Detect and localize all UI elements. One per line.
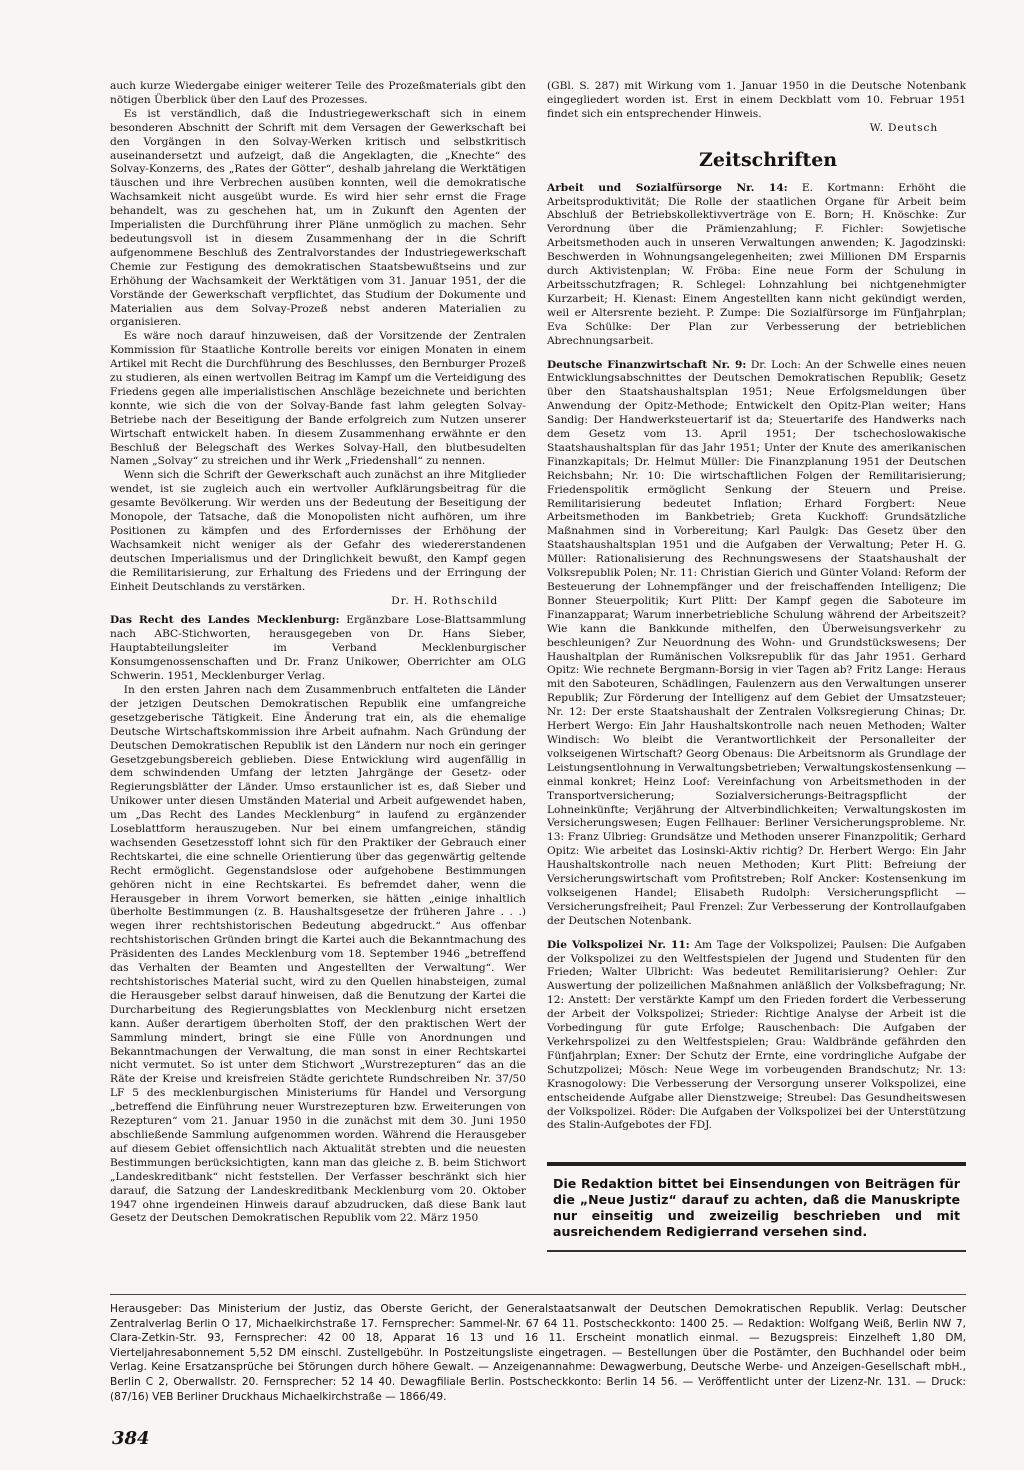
book-details: Ergänzbare Lose-Blattsammlung nach ABC-Stichworten, herausgegeben von Dr. Hans Sieber, Hauptabteilungsleiter im Verband Mecklenburgischer Konsumgenossenschaften und Dr. Franz Unikower, Oberrichter am OLG Schwerin. 1951, Mecklenburger Verlag. [110, 614, 526, 683]
author-signature: Dr. H. Rothschild [391, 594, 498, 607]
section-heading: Zeitschriften [699, 148, 838, 171]
author-signature: W. Deutsch [869, 121, 938, 134]
left-column [110, 80, 526, 1295]
journal-contents: E. Kortmann: Erhöht die Arbeitsproduktivität; Die Rolle der staatlichen Organe für Arbeit beim Abschluß der Betriebskollektivverträge von E. Born; H. Knöschke: Zur Verordnung über die Prämienzahlung; F. Fichler: Sowjetische Arbeitsmethoden auch in unseren Verwaltungen anwenden; K. Jagodzinski: Beschwerden in Wohnungsangelegenheiten; zwei Millionen DM Ersparnis durch Aktivistenplan; W. Fröba: Eine neue Form der Schulung in Arbeitsschutzfragen; R. Schlegel: Lohnzahlung bei nichtgenehmigter Kurzarbeit; H. Kienast: Einem Angestellten kann nicht gekündigt werden, weil er Altersrente bezieht. P. Zumpe: Die Sozialfürsorge im Fünfjahrplan; Eva Schülke: Der Plan zur Verbesserung der betrieblichen Abrechnungsarbeit. [547, 181, 966, 347]
right-column [547, 80, 966, 1145]
journal-title: Arbeit und Sozialfürsorge Nr. 14: [547, 181, 788, 194]
journal-title: Die Volkspolizei Nr. 11: [547, 938, 690, 951]
paragraph-continuation: (GBl. S. 287) mit Wirkung vom 1. Januar 1950 in die Deutsche Notenbank eingegliedert worden ist. Erst in einem Deckblatt vom 10. Februar 1951 findet sich ein entsprechender Hinweis. [547, 80, 966, 120]
paragraph: Es ist verständlich, daß die Industriegewerkschaft sich in einem besonderen Abschnitt der Schrift mit dem Versagen der Gewerkschaft bei den Vorgängen in den Solvay-Werken kritisch und selbstkritisch auseinandersetzt und aufzeigt, daß die Angeklagten, die „Knechte“ des Solvay-Konzerns, des „Rates der Götter“, deshalb jahrelang die Werktätigen täuschen und ihre Verbrechen ausüben konnten, weil die demokratische Wachsamkeit nicht ausgeübt wurde. Es wird hier sehr ernst die Frage behandelt, was zu geschehen hat, um in Zukunft den Agenten der Imperialisten die Durchführung ihrer Pläne unmöglich zu machen. Sehr bedeutungsvoll ist in diesem Zusammenhang der in die Schrift aufgenommene Beschluß des Zentralvorstandes der Industriegewerkschaft Chemie zur Festigung des demokratischen Staatsbewußtseins und zur Erhöhung der Wachsamkeit der Werktätigen vom 31. Januar 1951, der die Vorstände der Gewerkschaft verpflichtet, das Studium der Dokumente und Materialien aus dem Solvay-Prozeß nebst anderen Materialien zu organisieren. [110, 107, 526, 329]
imprint: Herausgeber: Das Ministerium der Justiz, das Oberste Gericht, der Generalstaatsanwalt der Deutschen Demokratischen Republik. Verlag: Deutscher Zentralverlag Berlin O 17, Michaelkirchstraße 17. Fernsprecher: Sammel-Nr. 67 64 11. Postscheckkonto: 1400 25. — Redaktion: Wolfgang Weiß, Berlin NW 7, Clara-Zetkin-Str. 93, Fernsprecher: 42 00 18, Apparat 16 13 und 16 11. Erscheint monatlich einmal. — Bezugspreis: Einzelheft 1,80 DM, Vierteljahresabonnement 5,52 DM einschl. Zustellgebühr. In Postzeitungsliste eingetragen. — Bestellungen über die Postämter, den Buchhandel oder beim Verlag. Keine Ersatzansprüche bei Störungen durch höhere Gewalt. — Anzeigenannahme: Dewagwerbung, Deutsche Werbe- und Anzeigen-Gesellschaft mbH., Berlin C 2, Oberwallstr. 20. Fernsprecher: 52 14 40. Dewagfiliale Berlin. Postscheckkonto: Berlin 14 56. — Veröffentlicht unter der Lizenz-Nr. 131. — Druck: (87/16) VEB Berliner Druckhaus Michaelkirchstraße — 1866/49. [110, 1303, 966, 1403]
book-title: Das Recht des Landes Mecklenburg: [110, 614, 340, 627]
page-number: 384 [112, 1428, 150, 1449]
paragraph-continuation: auch kurze Wiedergabe einiger weiterer Teile des Prozeßmaterials gibt den nötigen Überblick über den Lauf des Prozesses. [110, 80, 526, 106]
journal-entry [547, 359, 966, 929]
paragraph: Wenn sich die Schrift der Gewerkschaft auch zunächst an ihre Mitglieder wendet, ist sie zugleich auch ein wertvoller Aufklärungsbeitrag für die gesamte Bevölkerung. Wir werden uns der Bedeutung der Beseitigung der Monopole, der Tatsache, daß die Monopolisten nicht aufhören, um ihre Positionen zu kämpfen und des Erfordernisses der Erhöhung der Wachsamkeit nicht weniger als der Gefahr des wiedererstandenen deutschen Imperialismus und der Dringlichkeit bewußt, den Kampf gegen die Remilitarisierung, zur Erhaltung des Friedens und der Erringung der Einheit Deutschlands zu verstärken. [110, 469, 526, 593]
editorial-notice: Die Redaktion bittet bei Einsendungen von Beiträgen für die „Neue Justiz“ darauf zu achten, daß die Manuskripte nur einseitig und zweizeilig beschrieben und mit ausreichendem Redigierrand versehen sind. [547, 1162, 966, 1252]
journal-title: Deutsche Finanzwirtschaft Nr. 9: [547, 358, 747, 371]
journal-entry [547, 182, 966, 349]
book-review-header [110, 614, 526, 684]
journal-entry [547, 939, 966, 1134]
journal-contents: Am Tage der Volkspolizei; Paulsen: Die Aufgaben der Volkspolizei zu den Weltfestspielen der Jugend und Studenten für den Frieden; Walter Ulbricht: Was bedeutet Remilitarisierung? Oehler: Zur Auswertung der polizeilichen Maßnahmen anläßlich der Volksbefragung; Nr. 12: Anstett: Der verstärkte Kampf um den Frieden fordert die Verbesserung der Arbeit der Volkspolizei; Strieder: Richtige Analyse der Arbeit ist die Vorbedingung für gute Erfolge; Rauschenbach: Die Aufgaben der Verkehrspolizei zu den Weltfestspielen; Grau: Waldbrände gefährden den Fünfjahrplan; Exner: Der Schutz der Ernte, eine vordringliche Aufgabe der Schutzpolizei; Mösch: Neue Wege im vorbeugenden Brandschutz; Nr. 13: Krasnogolowy: Die Verbesserung der Versorgung unserer Volkspolizei, eine entscheidende Aufgabe aller Dienstzweige; Streubel: Das Gesundheitswesen der Volkspolizei. Röder: Die Aufgaben der Volkspolizei bei der Unterstützung des Stalin-Aufgebotes der FDJ. [547, 938, 966, 1132]
journal-contents: Dr. Loch: An der Schwelle eines neuen Entwicklungsabschnittes der Deutschen Demokratischen Republik; Gesetz über den Staatshaushaltsplan 1951; Neue Erfolgsmeldungen über Anwendung der Opitz-Methode; Entwickelt den Opitz-Plan weiter; Hans Sandig: Der Handwerksteuertarif ist da; Steuertarife des Handwerks nach dem Gesetz vom 13. April 1951; Der tschechoslowakische Staatshaushaltsplan für das Jahr 1951; Unter der Knute des amerikanischen Finanzkapitals; Dr. Helmut Müller: Die Finanzplanung 1951 der Deutschen Reichsbahn; Nr. 10: Die wirtschaftlichen Folgen der Remilitarisierung; Friedenspolitik ermöglicht Senkung der Steuern und Preise. Remilitarisierung bedeutet Inflation; Erhard Forgbert: Neue Arbeitsmethoden im Bankbetrieb; Greta Kuckhoff: Grundsätzliche Maßnahmen sind in Vorbereitung; Karl Paulgk: Das Gesetz über den Staatshaushaltsplan 1951 und die Aufgaben der Verwaltung; Peter H. G. Müller: Rationalisierung des Rechnungswesens der Staatshaushalt der Volksrepublik Polen; Nr. 11: Christian Gierich und Günter Voland: Reform der Besteuerung der Lohnempfänger und der freischaffenden Intelligenz; Die Bonner Steuerpolitik; Kurt Plitt: Der Kampf gegen die Saboteure im Finanzapparat; Warum innerbetriebliche Schulung während der Arbeitszeit? Wie kann die Bankkunde mithelfen, den Überweisungsverkehr zu beschleunigen? Zur Neuordnung des Wohn- und Grundstückswesens; Der Haushaltplan der Rumänischen Volksrepublik für das Jahr 1951. Gerhard Opitz: Wie rechnete Bergmann-Borsig in vier Tagen ab? Fritz Lange: Heraus mit den Saboteuren, Schädlingen, Faulenzern aus den Verwaltungen unserer Republik; Zur Förderung der Intelligenz auf dem Gebiet der Umsatzsteuer; Nr. 12: Der erste Staatshaushalt der Zentralen Volksregierung Chinas; Dr. Herbert Wergo: Ein Jahr Haushaltskontrolle nach neuen Methoden; Walter Windisch: Wo bleibt die Verantwortlichkeit der Personalleiter der volkseigenen Wirtschaft? Georg Obenaus: Die Arbeitsnorm als Grundlage der Leistungsentlohnung in Verwaltungsbetrieben; Verwaltungskostensenkung — einmal konkret; Heinz Loof: Vereinfachung von Arbeitsmethoden in der Transportversicherung; Sozialversicherungs-Beitragspflicht der Lohneinkünfte; Verjährung der Altverbindlichkeiten; Verwaltungskosten im Versicherungswesen; Eugen Fellhauer: Berliner Versicherungsprobleme. Nr. 13: Franz Ulbrieg: Grundsätze und Methoden unserer Finanzpolitik; Gerhard Opitz: Wie arbeitet das Losinski-Aktiv richtig? Dr. Herbert Wergo: Ein Jahr Haushaltskontrolle nach neuen Methoden; Kurt Plitt: Befreiung der Versicherungswirtschaft vom Profitstreben; Rolf Ancker: Kostensenkung im volkseigenen Handel; Elisabeth Rudolph: Versicherungspflicht — Versicherungsfreiheit; Paul Frenzel: Zur Verbesserung der Kontrollaufgaben der Deutschen Notenbank. [547, 358, 966, 927]
paragraph: Es wäre noch darauf hinzuweisen, daß der Vorsitzende der Zentralen Kommission für Staatliche Kontrolle bereits vor einigen Monaten in einem Artikel mit Recht die Durchführung des Beschlusses, den Bernburger Prozeß zu studieren, als einen wertvollen Beitrag im Kampf um die Verteidigung des Friedens gegen alle imperialistischen Anschläge bezeichnete und berichten konnte, wie sich die von der Solvay-Bande fast lahm gelegten Solvay-Betriebe nach der Beseitigung der Bande erfolgreich zum Nutzen unserer Wirtschaft entwickelt haben. In diesem Zusammenhang erwähnte er den Beschluß der Belegschaft des Werkes Solvay-Hall, den blutbesudelten Namen „Solvay“ zu streichen und ihr Werk „Friedenshall“ zu nennen. [110, 330, 526, 468]
divider [110, 1294, 966, 1295]
paragraph: In den ersten Jahren nach dem Zusammenbruch entfalteten die Länder der jetzigen Deutschen Demokratischen Republik eine umfangreiche gesetzgeberische Tätigkeit. Eine Änderung trat ein, als die ehemalige Deutsche Wirtschaftskommission ihre Arbeit aufnahm. Nach Gründung der Deutschen Demokratischen Republik ist den Ländern nur noch ein geringer Gesetzgebungsbereich geblieben. Diese Entwicklung wird augenfällig in dem schwindenden Umfang der letzten Jahrgänge der Gesetz- oder Regierungsblätter der Länder. Umso erstaunlicher ist es, daß Sieber und Unikower unter diesen Umständen Material und Arbeit aufgewendet haben, um „Das Recht des Landes Mecklenburg“ in laufend zu ergänzender Loseblattform herauszugeben. Nur bei einem umfangreichen, ständig wachsenden Gesetzesstoff lohnt sich für den Praktiker der Gebrauch einer Rechtskartei, die eine schnelle Orientierung über das gegenwärtig geltende Recht ermöglicht. Gegenstandslose oder aufgehobene Bestimmungen gehören nicht in eine Rechtskartei. Es befremdet daher, wenn die Herausgeber in ihrem Vorwort bemerken, sie hätten „einige inhaltlich überholte Bestimmungen (z. B. Haushaltsgesetze der früheren Jahre . . .) wegen ihrer rechtshistorischen Bedeutung abgedruckt.“ Aus offenbar rechtshistorischen Gründen bringt die Kartei auch die Bekanntmachung des Präsidenten des Landes Mecklenburg vom 18. September 1946 „betreffend das Verhalten der Beamten und Angestellten der Verwaltung“. Wer rechtshistorisches Material sucht, wird zu den Quellen hinabsteigen, zumal die Herausgeber selbst darauf hinweisen, daß die Benutzung der Kartei die Durcharbeitung des Regierungsblattes von Mecklenburg nicht ersetzen kann. Außer derartigem überholten Stoff, der den praktischen Wert der Sammlung mindert, bringt sie eine Fülle von Anordnungen und Bekanntmachungen der Verwaltung, die man sonst in einer Rechtskartei nicht vermutet. So ist unter dem Stichwort „Wurstrezepturen“ das an die Räte der Kreise und kreisfreien Städte gerichtete Rundschreiben Nr. 37/50 LF 5 des mecklenburgischen Ministeriums für Handel und Versorgung „betreffend die Einführung neuer Wurstrezepturen bzw. Erweiterungen von Rezepturen“ vom 21. Januar 1950 in die zunächst mit dem 30. Juni 1950 abschließende Sammlung aufgenommen worden. Während die Herausgeber auf diesem Gebiet offensichtlich nach Aktualität strebten und die neuesten Bestimmungen berücksichtigten, kann man das gleiche z. B. beim Stichwort „Landeskreditbank“ nicht feststellen. Der Verfasser beschränkt sich hier darauf, die Satzung der Landeskreditbank Mecklenburg vom 20. Oktober 1947 ohne irgendeinen Hinweis darauf abzudrucken, daß diese Bank laut Gesetz der Deutschen Demokratischen Republik vom 22. März 1950 [110, 683, 526, 1225]
